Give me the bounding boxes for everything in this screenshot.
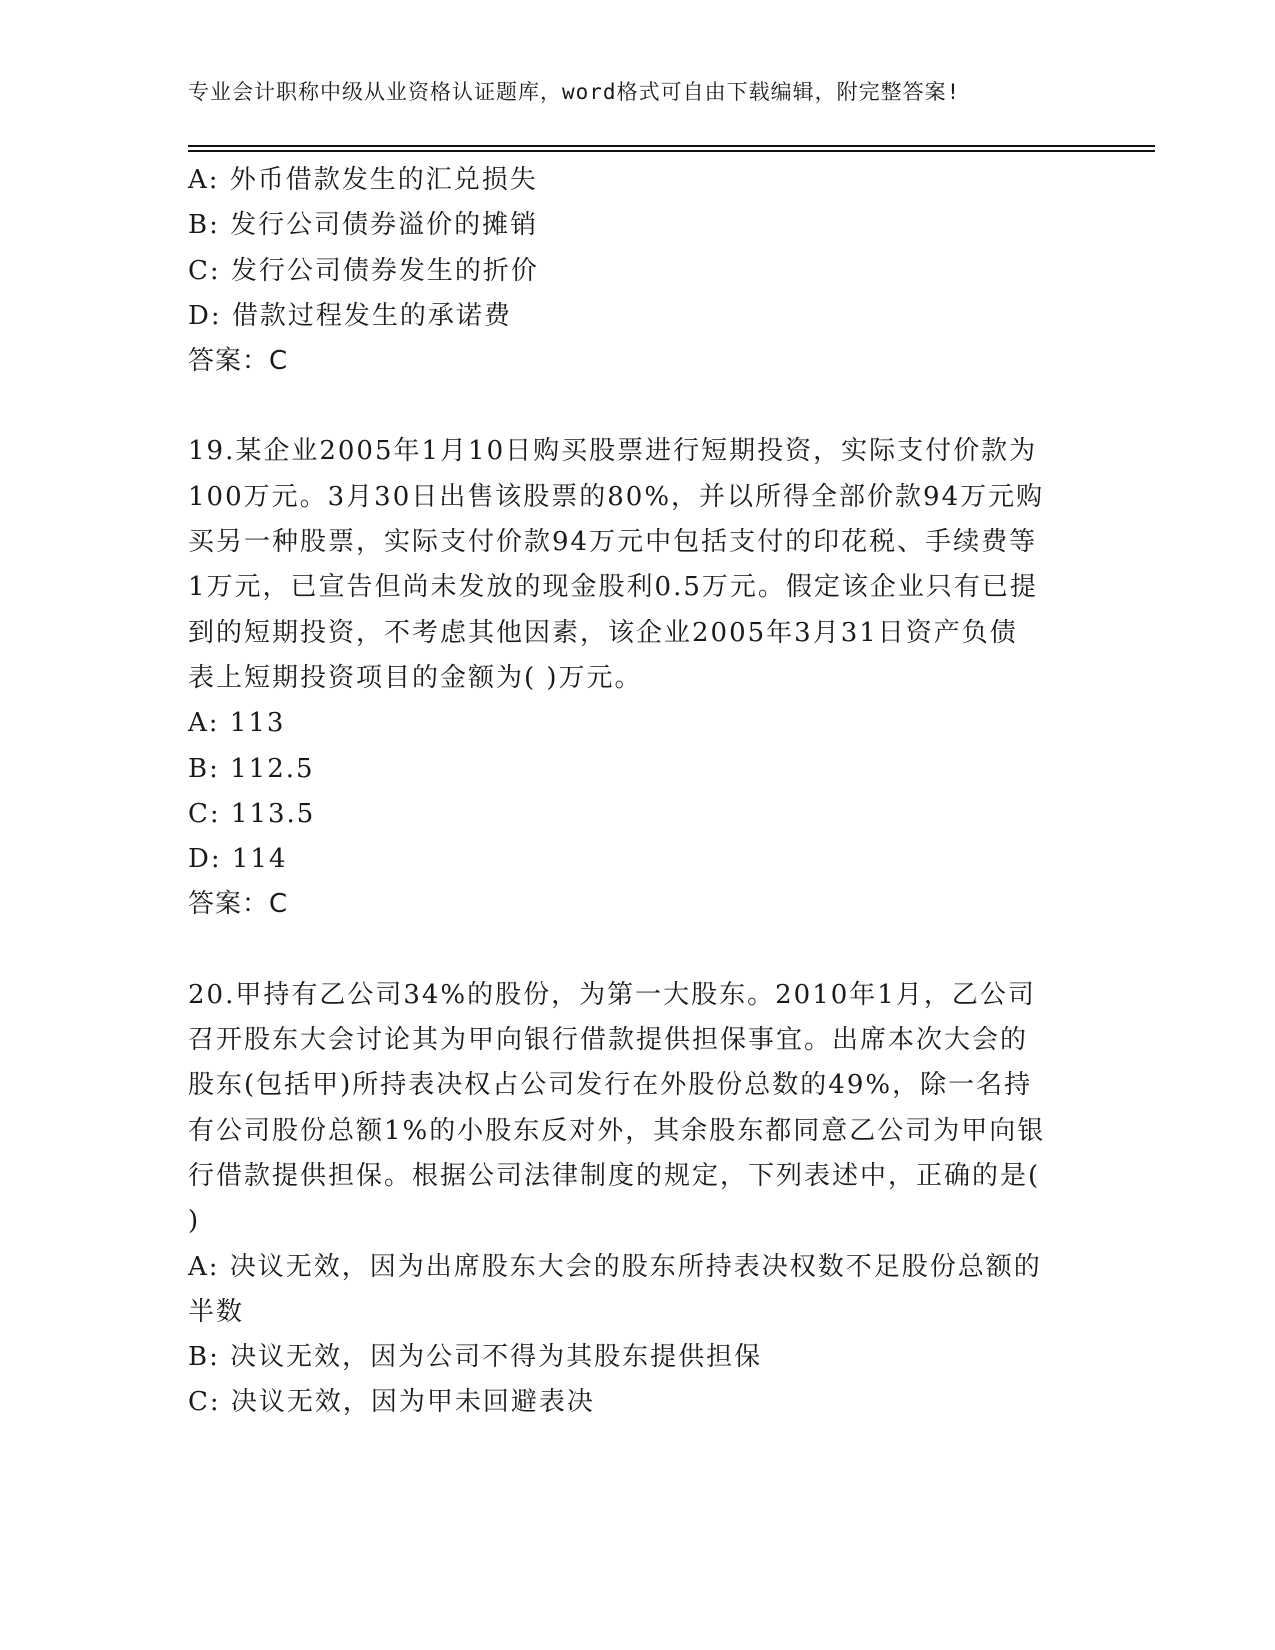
option-a: A: 决议无效，因为出席股东大会的股东所持表决权数不足股份总额的 (188, 1251, 1042, 1282)
option-c: C: 113.5 (188, 798, 316, 829)
spacer (188, 384, 1088, 429)
stem-line: 行借款提供担保。根据公司法律制度的规定，下列表述中，正确的是( (188, 1160, 1041, 1191)
option-a-continued: 半数 (188, 1296, 245, 1327)
question-content (188, 158, 1088, 1426)
option-a: A: 113 (188, 708, 286, 739)
question-19-options (188, 701, 1088, 882)
header-divider-bottom (188, 150, 1155, 152)
stem-line: 20.甲持有乙公司34%的股份，为第一大股东。2010年1月，乙公司 (188, 979, 1036, 1010)
option-d: D: 借款过程发生的承诺费 (188, 300, 512, 331)
header-divider-top (188, 145, 1155, 147)
option-b: B: 决议无效，因为公司不得为其股东提供担保 (188, 1342, 763, 1373)
question-18-answer: 答案：C (188, 346, 289, 377)
question-19-answer: 答案：C (188, 889, 289, 920)
question-20-stem (188, 973, 1088, 1245)
stem-line: 召开股东大会讨论其为甲向银行借款提供担保事宜。出席本次大会的 (188, 1025, 1029, 1056)
stem-line: 100万元。3月30日出售该股票的80%，并以所得全部价款94万元购 (188, 481, 1045, 512)
option-a: A: 外币借款发生的汇兑损失 (188, 165, 538, 195)
option-b: B: 发行公司债券溢价的摊销 (188, 210, 539, 241)
page-header-title: 专业会计职称中级从业资格认证题库，word格式可自由下载编辑，附完整答案! (188, 80, 961, 104)
stem-line: 买另一种股票，实际支付价款94万元中包括支付的印花税、手续费等 (188, 527, 1038, 558)
option-c: C: 发行公司债券发生的折价 (188, 255, 539, 286)
question-18-options (188, 158, 1088, 339)
stem-line: ) (188, 1206, 201, 1237)
stem-line: 表上短期投资项目的金额为( )万元。 (188, 662, 643, 693)
stem-line: 19.某企业2005年1月10日购买股票进行短期投资，实际支付价款为 (188, 436, 1038, 467)
question-19-stem (188, 429, 1088, 701)
option-c: C: 决议无效，因为甲未回避表决 (188, 1387, 595, 1418)
stem-line: 到的短期投资，不考虑其他因素，该企业2005年3月31日资产负债 (188, 617, 1018, 648)
question-20-options (188, 1245, 1088, 1426)
stem-line: 有公司股份总额1%的小股东反对外，其余股东都同意乙公司为甲向银 (188, 1115, 1046, 1146)
spacer (188, 928, 1088, 973)
option-b: B: 112.5 (188, 753, 315, 784)
option-d: D: 114 (188, 844, 288, 875)
stem-line: 股东(包括甲)所持表决权占公司发行在外股份总数的49%，除一名持 (188, 1070, 1033, 1101)
stem-line: 1万元，已宣告但尚未发放的现金股利0.5万元。假定该企业只有已提 (188, 572, 1038, 603)
